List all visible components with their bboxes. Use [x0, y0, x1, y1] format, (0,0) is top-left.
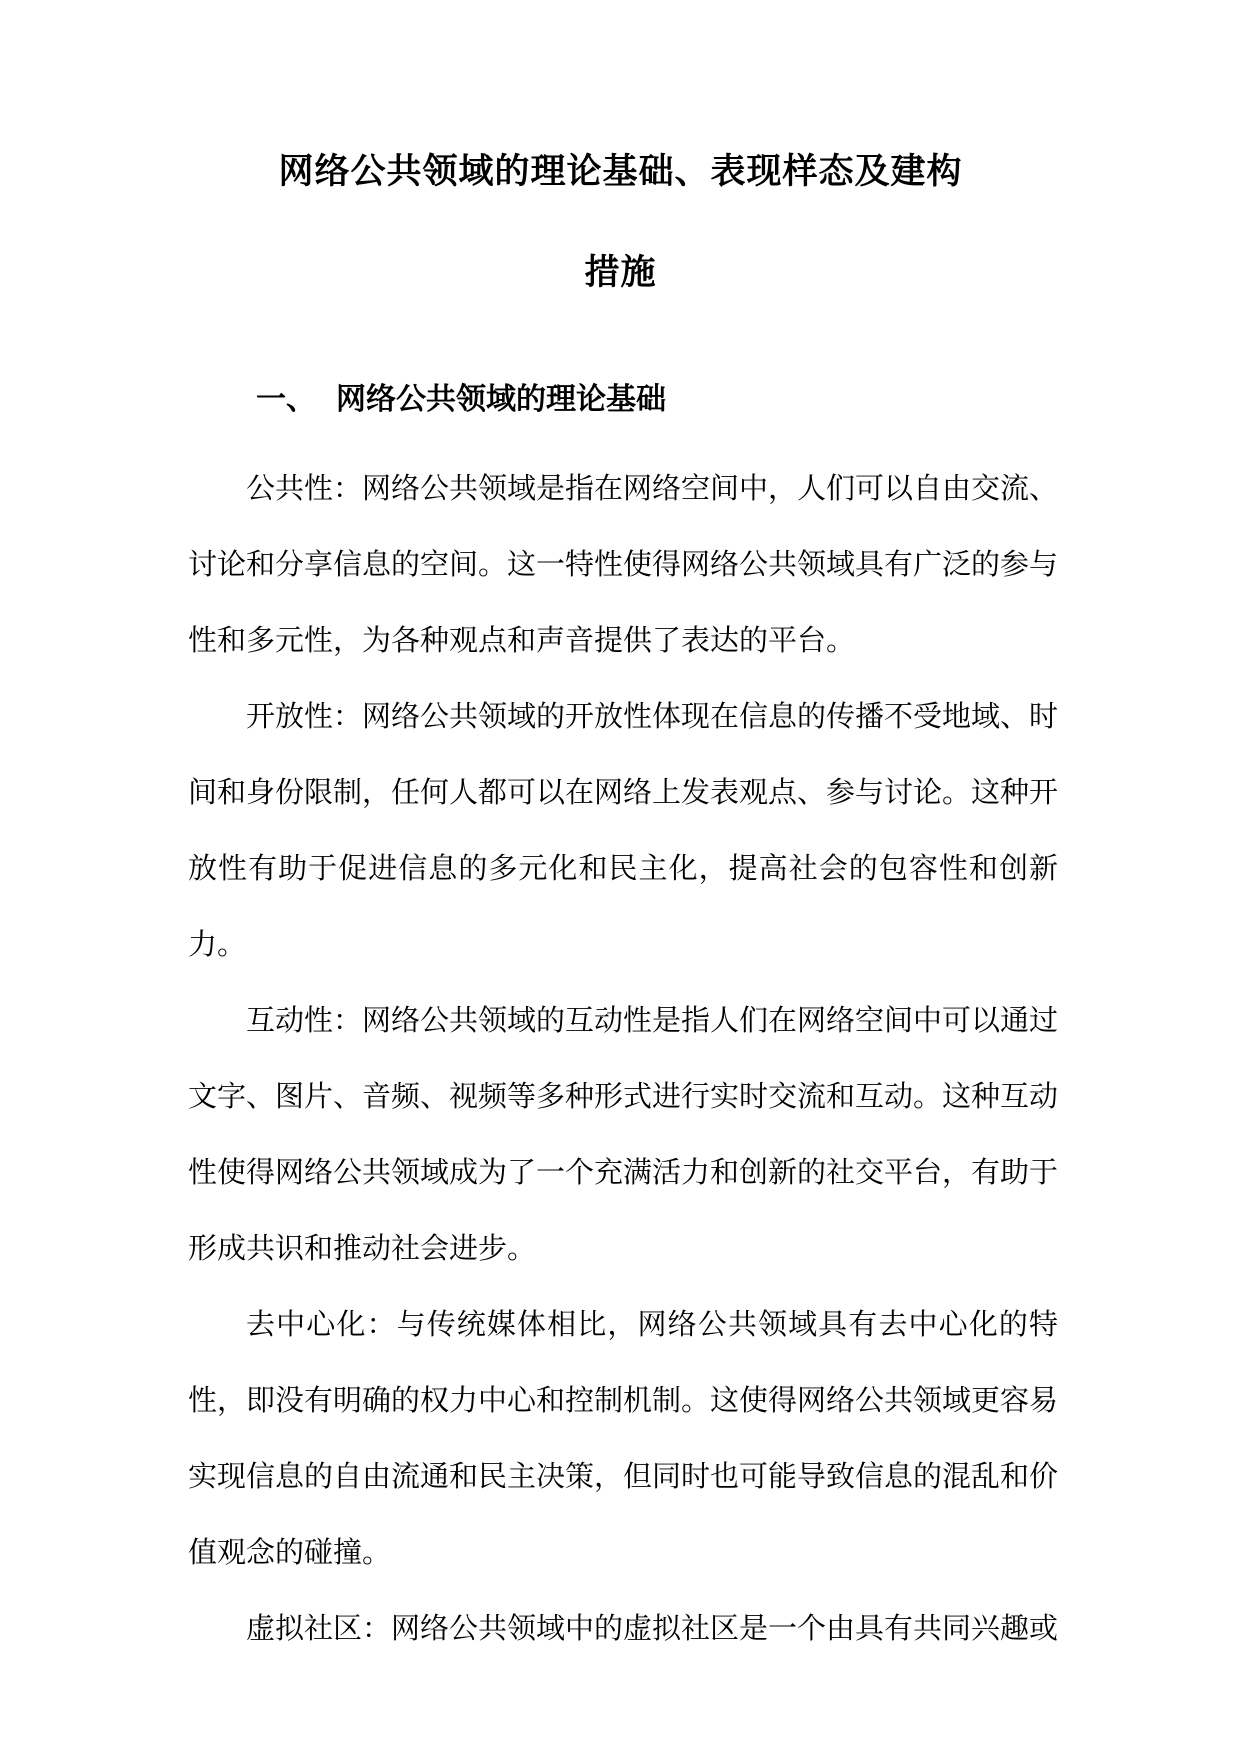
section-heading — [256, 380, 666, 420]
document-title-line-2: 措施 — [584, 252, 657, 293]
paragraph-interactivity: 互动性：网络公共领域的互动性是指人们在网络空间中可以通过文字、图片、音频、视频等多种形式进行实时交流和互动。这种互动性使得网络公共领域成为了一个充满活力和创新的社交平台，有助于形成共识和推动社会进步。 — [188, 1003, 1059, 1265]
section-title: 网络公共领域的理论基础 — [336, 382, 666, 417]
paragraph-openness: 开放性：网络公共领域的开放性体现在信息的传播不受地域、时间和身份限制，任何人都可以在网络上发表观点、参与讨论。这种开放性有助于促进信息的多元化和民主化，提高社会的包容性和创新力。 — [188, 699, 1059, 961]
body-text — [188, 450, 1058, 1666]
paragraph-decentralization: 去中心化：与传统媒体相比，网络公共领域具有去中心化的特性，即没有明确的权力中心和控制机制。这使得网络公共领域更容易实现信息的自由流通和民主决策，但同时也可能导致信息的混乱和价值观念的碰撞。 — [188, 1307, 1059, 1569]
document-title-line-1: 网络公共领域的理论基础、表现样态及建构 — [278, 151, 963, 192]
paragraph-virtual-community: 虚拟社区：网络公共领域中的虚拟社区是一个由具有共同兴趣或 — [246, 1611, 1059, 1645]
section-number: 一、 — [256, 382, 316, 417]
paragraph-publicness: 公共性：网络公共领域是指在网络空间中，人们可以自由交流、讨论和分享信息的空间。这一特性使得网络公共领域具有广泛的参与性和多元性，为各种观点和声音提供了表达的平台。 — [188, 471, 1059, 657]
